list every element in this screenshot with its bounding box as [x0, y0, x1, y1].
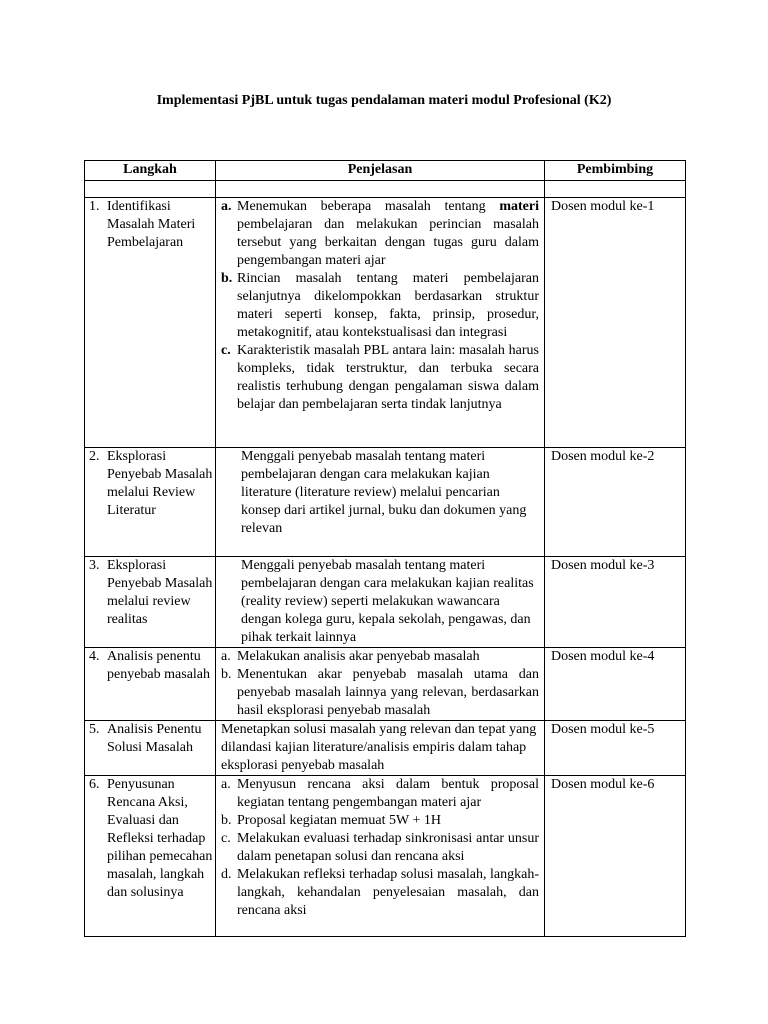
penjelasan-cell: Menetapkan solusi masalah yang relevan dan tepat yang dilandasi kajian literature/analisis empiris dalam tahap eksplorasi penyebab masalah [216, 721, 545, 776]
penjelasan-cell: Menggali penyebab masalah tentang materi pembelajaran dengan cara melakukan kajian literature (literature review) melalui pencarian konsep dari artikel jurnal, buku dan dokumen yang relevan [216, 448, 545, 557]
item-text: Melakukan analisis akar penyebab masalah [237, 649, 480, 664]
pjbl-table [84, 160, 686, 937]
step-name: Penyusunan Rencana Aksi, Evaluasi dan Refleksi terhadap pilihan pemecahan masalah, langkah dan solusinya [107, 777, 213, 900]
list-marker: c. [221, 831, 231, 846]
item-bold-text: materi [499, 199, 539, 214]
step-name: Eksplorasi Penyebab Masalah melalui Review Literatur [107, 449, 213, 518]
step-name: Identifikasi Masalah Materi Pembelajaran [107, 199, 196, 250]
table-row [85, 721, 686, 776]
pembimbing-cell: Dosen modul ke-4 [545, 648, 686, 721]
step-number: 5. [89, 722, 100, 737]
list-item [221, 666, 539, 720]
header-langkah: Langkah [85, 161, 216, 181]
item-text-cont: pembelajaran dan melakukan perincian masalah tersebut yang berkaitan dengan tugas guru dalam pengembangan materi ajar [237, 217, 539, 268]
table-row [85, 648, 686, 721]
empty-row [85, 181, 686, 198]
langkah-cell [85, 448, 216, 557]
list-item [221, 830, 539, 866]
header-row [85, 161, 686, 181]
header-penjelasan: Penjelasan [216, 161, 545, 181]
langkah-cell [85, 557, 216, 648]
list-marker: a. [221, 199, 232, 214]
table-row [85, 776, 686, 937]
table-row [85, 448, 686, 557]
step-number: 1. [89, 199, 100, 214]
list-marker: c. [221, 343, 231, 358]
item-text: Karakteristik masalah PBL antara lain: masalah harus kompleks, tidak terstruktur, dan terbuka secara realistis terhubung dengan pengalaman siswa dalam belajar dan pembelajaran serta tindak lanjutnya [237, 343, 539, 412]
list-marker: a. [221, 649, 231, 664]
step-number: 3. [89, 558, 100, 573]
list-item [221, 198, 539, 270]
step-name: Analisis Penentu Solusi Masalah [107, 722, 202, 755]
list-marker: b. [221, 667, 232, 682]
table-row [85, 557, 686, 648]
item-text: Menemukan beberapa masalah tentang [237, 199, 500, 214]
list-marker: a. [221, 777, 231, 792]
list-item [221, 776, 539, 812]
item-text: Rincian masalah tentang materi pembelajaran selanjutnya dikelompokkan berdasarkan struktur materi seperti konsep, fakta, prinsip, prosedur, metakognitif, atau kontekstualisasi dan integrasi [237, 271, 539, 340]
penjelasan-cell: Menggali penyebab masalah tentang materi pembelajaran dengan cara melakukan kajian realitas (reality review) seperti melakukan wawancara dengan kolega guru, kepala sekolah, pengawas, dan pihak terkait lainnya [216, 557, 545, 648]
penjelasan-cell [216, 198, 545, 448]
list-item [221, 270, 539, 342]
pembimbing-cell: Dosen modul ke-5 [545, 721, 686, 776]
step-name: Analisis penentu penyebab masalah [107, 649, 211, 682]
step-name: Eksplorasi Penyebab Masalah melalui review realitas [107, 558, 213, 627]
item-text: Menentukan akar penyebab masalah utama dan penyebab masalah lainnya yang relevan, berdasarkan hasil eksplorasi penyebab masalah [237, 667, 539, 718]
pembimbing-cell: Dosen modul ke-1 [545, 198, 686, 448]
list-item [221, 866, 539, 920]
header-pembimbing: Pembimbing [545, 161, 686, 181]
list-marker: b. [221, 813, 232, 828]
langkah-cell [85, 198, 216, 448]
item-text: Proposal kegiatan memuat 5W + 1H [237, 813, 441, 828]
list-marker: b. [221, 271, 233, 286]
pembimbing-cell: Dosen modul ke-6 [545, 776, 686, 937]
penjelasan-cell [216, 776, 545, 937]
step-number: 4. [89, 649, 100, 664]
step-number: 2. [89, 449, 100, 464]
pembimbing-cell: Dosen modul ke-3 [545, 557, 686, 648]
item-text: Melakukan evaluasi terhadap sinkronisasi antar unsur dalam penetapan solusi dan rencana aksi [237, 831, 539, 864]
list-marker: d. [221, 867, 232, 882]
item-text: Menyusun rencana aksi dalam bentuk proposal kegiatan tentang pengembangan materi ajar [237, 777, 539, 810]
penjelasan-cell [216, 648, 545, 721]
langkah-cell [85, 721, 216, 776]
step-number: 6. [89, 777, 100, 792]
langkah-cell [85, 648, 216, 721]
list-item [221, 342, 539, 414]
table-row [85, 198, 686, 448]
list-item [221, 648, 539, 666]
pembimbing-cell: Dosen modul ke-2 [545, 448, 686, 557]
document-title: Implementasi PjBL untuk tugas pendalaman materi modul Profesional (K2) [156, 93, 612, 108]
item-text: Melakukan refleksi terhadap solusi masalah, langkah-langkah, kehandalan penyelesaian masalah, dan rencana aksi [237, 867, 539, 918]
langkah-cell [85, 776, 216, 937]
list-item [221, 812, 539, 830]
